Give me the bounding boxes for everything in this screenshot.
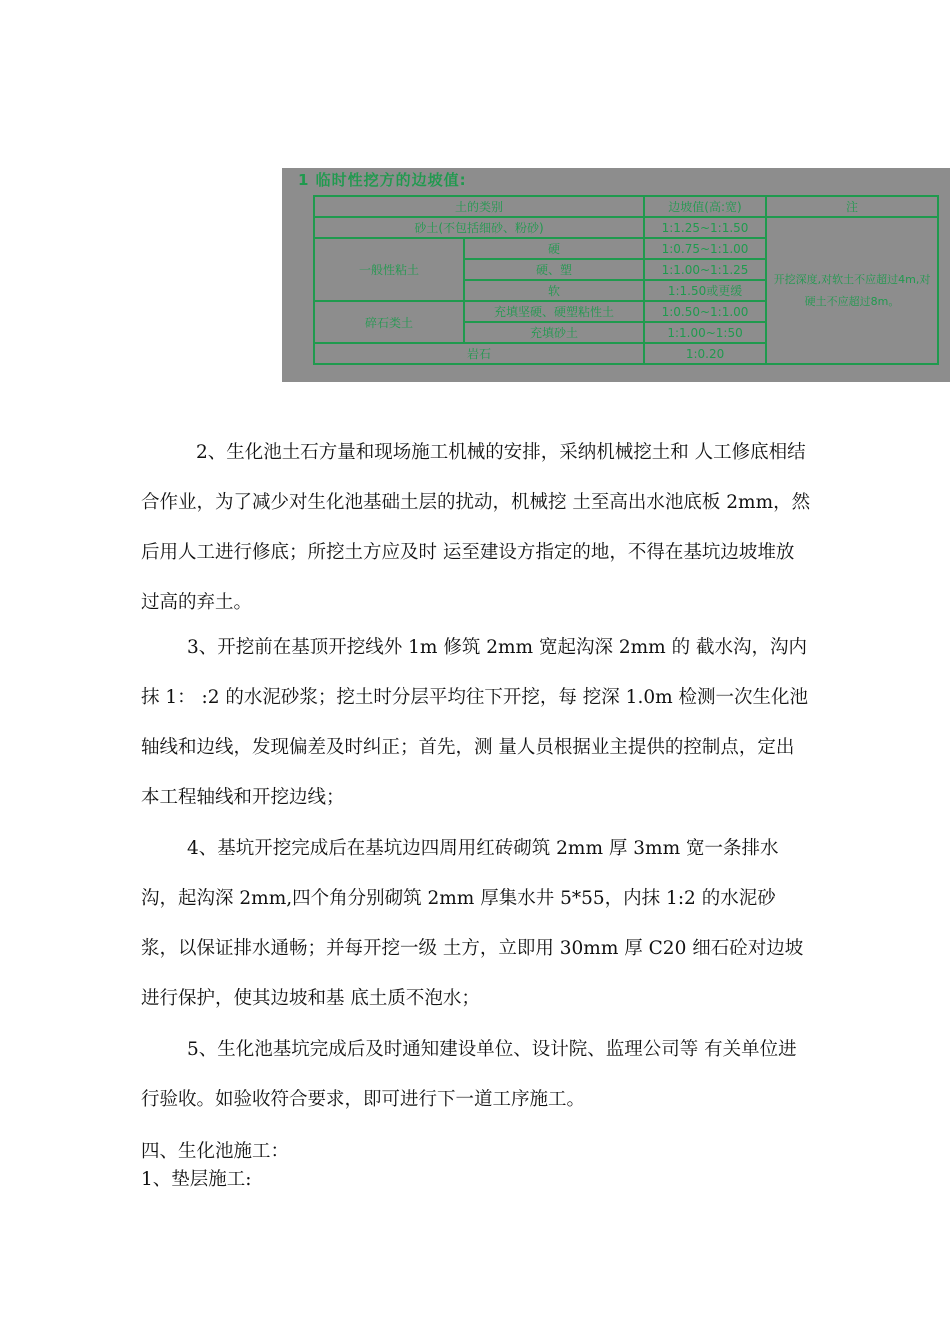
cell-category: 岩石 <box>314 343 644 364</box>
paragraph-5-text: 5、生化池基坑完成后及时通知建设单位、设计院、监理公司等 有关单位进行验收。如验收符合要求，即可进行下一道工序施工。 <box>141 1039 797 1110</box>
cell-slope: 1:1.00~1:1.25 <box>644 259 766 280</box>
cell-sub: 充填砂土 <box>464 322 644 343</box>
paragraph-3 <box>141 623 811 823</box>
cell-category: 碎石类土 <box>314 301 464 343</box>
table-title: 1 临时性挖方的边坡值: <box>298 171 467 189</box>
subsection-heading: 1、垫层施工: <box>141 1169 252 1190</box>
cell-slope: 1:0.20 <box>644 343 766 364</box>
cell-sub: 软 <box>464 280 644 301</box>
cell-sub: 硬、塑 <box>464 259 644 280</box>
cell-sub: 充填坚硬、硬塑粘性土 <box>464 301 644 322</box>
cell-slope: 1:1.00~1:50 <box>644 322 766 343</box>
paragraph-4-text: 4、基坑开挖完成后在基坑边四周用红砖砌筑 2mm 厚 3mm 宽一条排水沟，起沟深 2mm,四个角分别砌筑 2mm 厚集水井 5*55，内抹 1:2 的水泥砂浆，以保证排水通畅；并每开挖一级 土方，立即用 30mm 厚 C20 细石砼对边坡进行保护，使其边坡和基 底土质不泡水； <box>141 838 804 1009</box>
slope-table <box>313 195 939 365</box>
table-row <box>314 217 938 238</box>
table-header-row <box>314 196 938 217</box>
cell-category: 一般性粘土 <box>314 238 464 301</box>
cell-note: 开挖深度,对软土不应超过4m,对硬土不应超过8m。 <box>766 217 938 364</box>
header-soil-type: 土的类别 <box>314 196 644 217</box>
paragraph-5 <box>141 1025 811 1125</box>
paragraph-4 <box>141 824 811 1024</box>
cell-sub: 硬 <box>464 238 644 259</box>
header-slope: 边坡值(高:宽) <box>644 196 766 217</box>
cell-slope: 1:0.75~1:1.00 <box>644 238 766 259</box>
cell-slope: 1:0.50~1:1.00 <box>644 301 766 322</box>
cell-slope: 1:1.25~1:1.50 <box>644 217 766 238</box>
paragraph-2 <box>141 428 811 628</box>
paragraph-2-text: 2、生化池土石方量和现场施工机械的安排，采纳机械挖土和 人工修底相结合作业，为了减少对生化池基础土层的扰动，机械挖 土至高出水池底板 2mm，然后用人工进行修底；所挖土方应及时 运至建设方指定的地，不得在基坑边坡堆放过高的弃土。 <box>141 442 811 613</box>
paragraph-3-text: 3、开挖前在基顶开挖线外 1m 修筑 2mm 宽起沟深 2mm 的 截水沟，沟内抹 1： :2 的水泥砂浆；挖土时分层平均往下开挖，每 挖深 1.0m 检测一次生化池轴线和边线，发现偏差及时纠正；首先，测 量人员根据业主提供的控制点，定出本工程轴线和开挖边线； <box>141 637 809 808</box>
cell-category: 砂土(不包括细砂、粉砂) <box>314 217 644 238</box>
section-heading: 四、生化池施工： <box>141 1141 290 1162</box>
cell-slope: 1:1.50或更缓 <box>644 280 766 301</box>
header-note: 注 <box>766 196 938 217</box>
slope-table-image <box>282 168 950 382</box>
